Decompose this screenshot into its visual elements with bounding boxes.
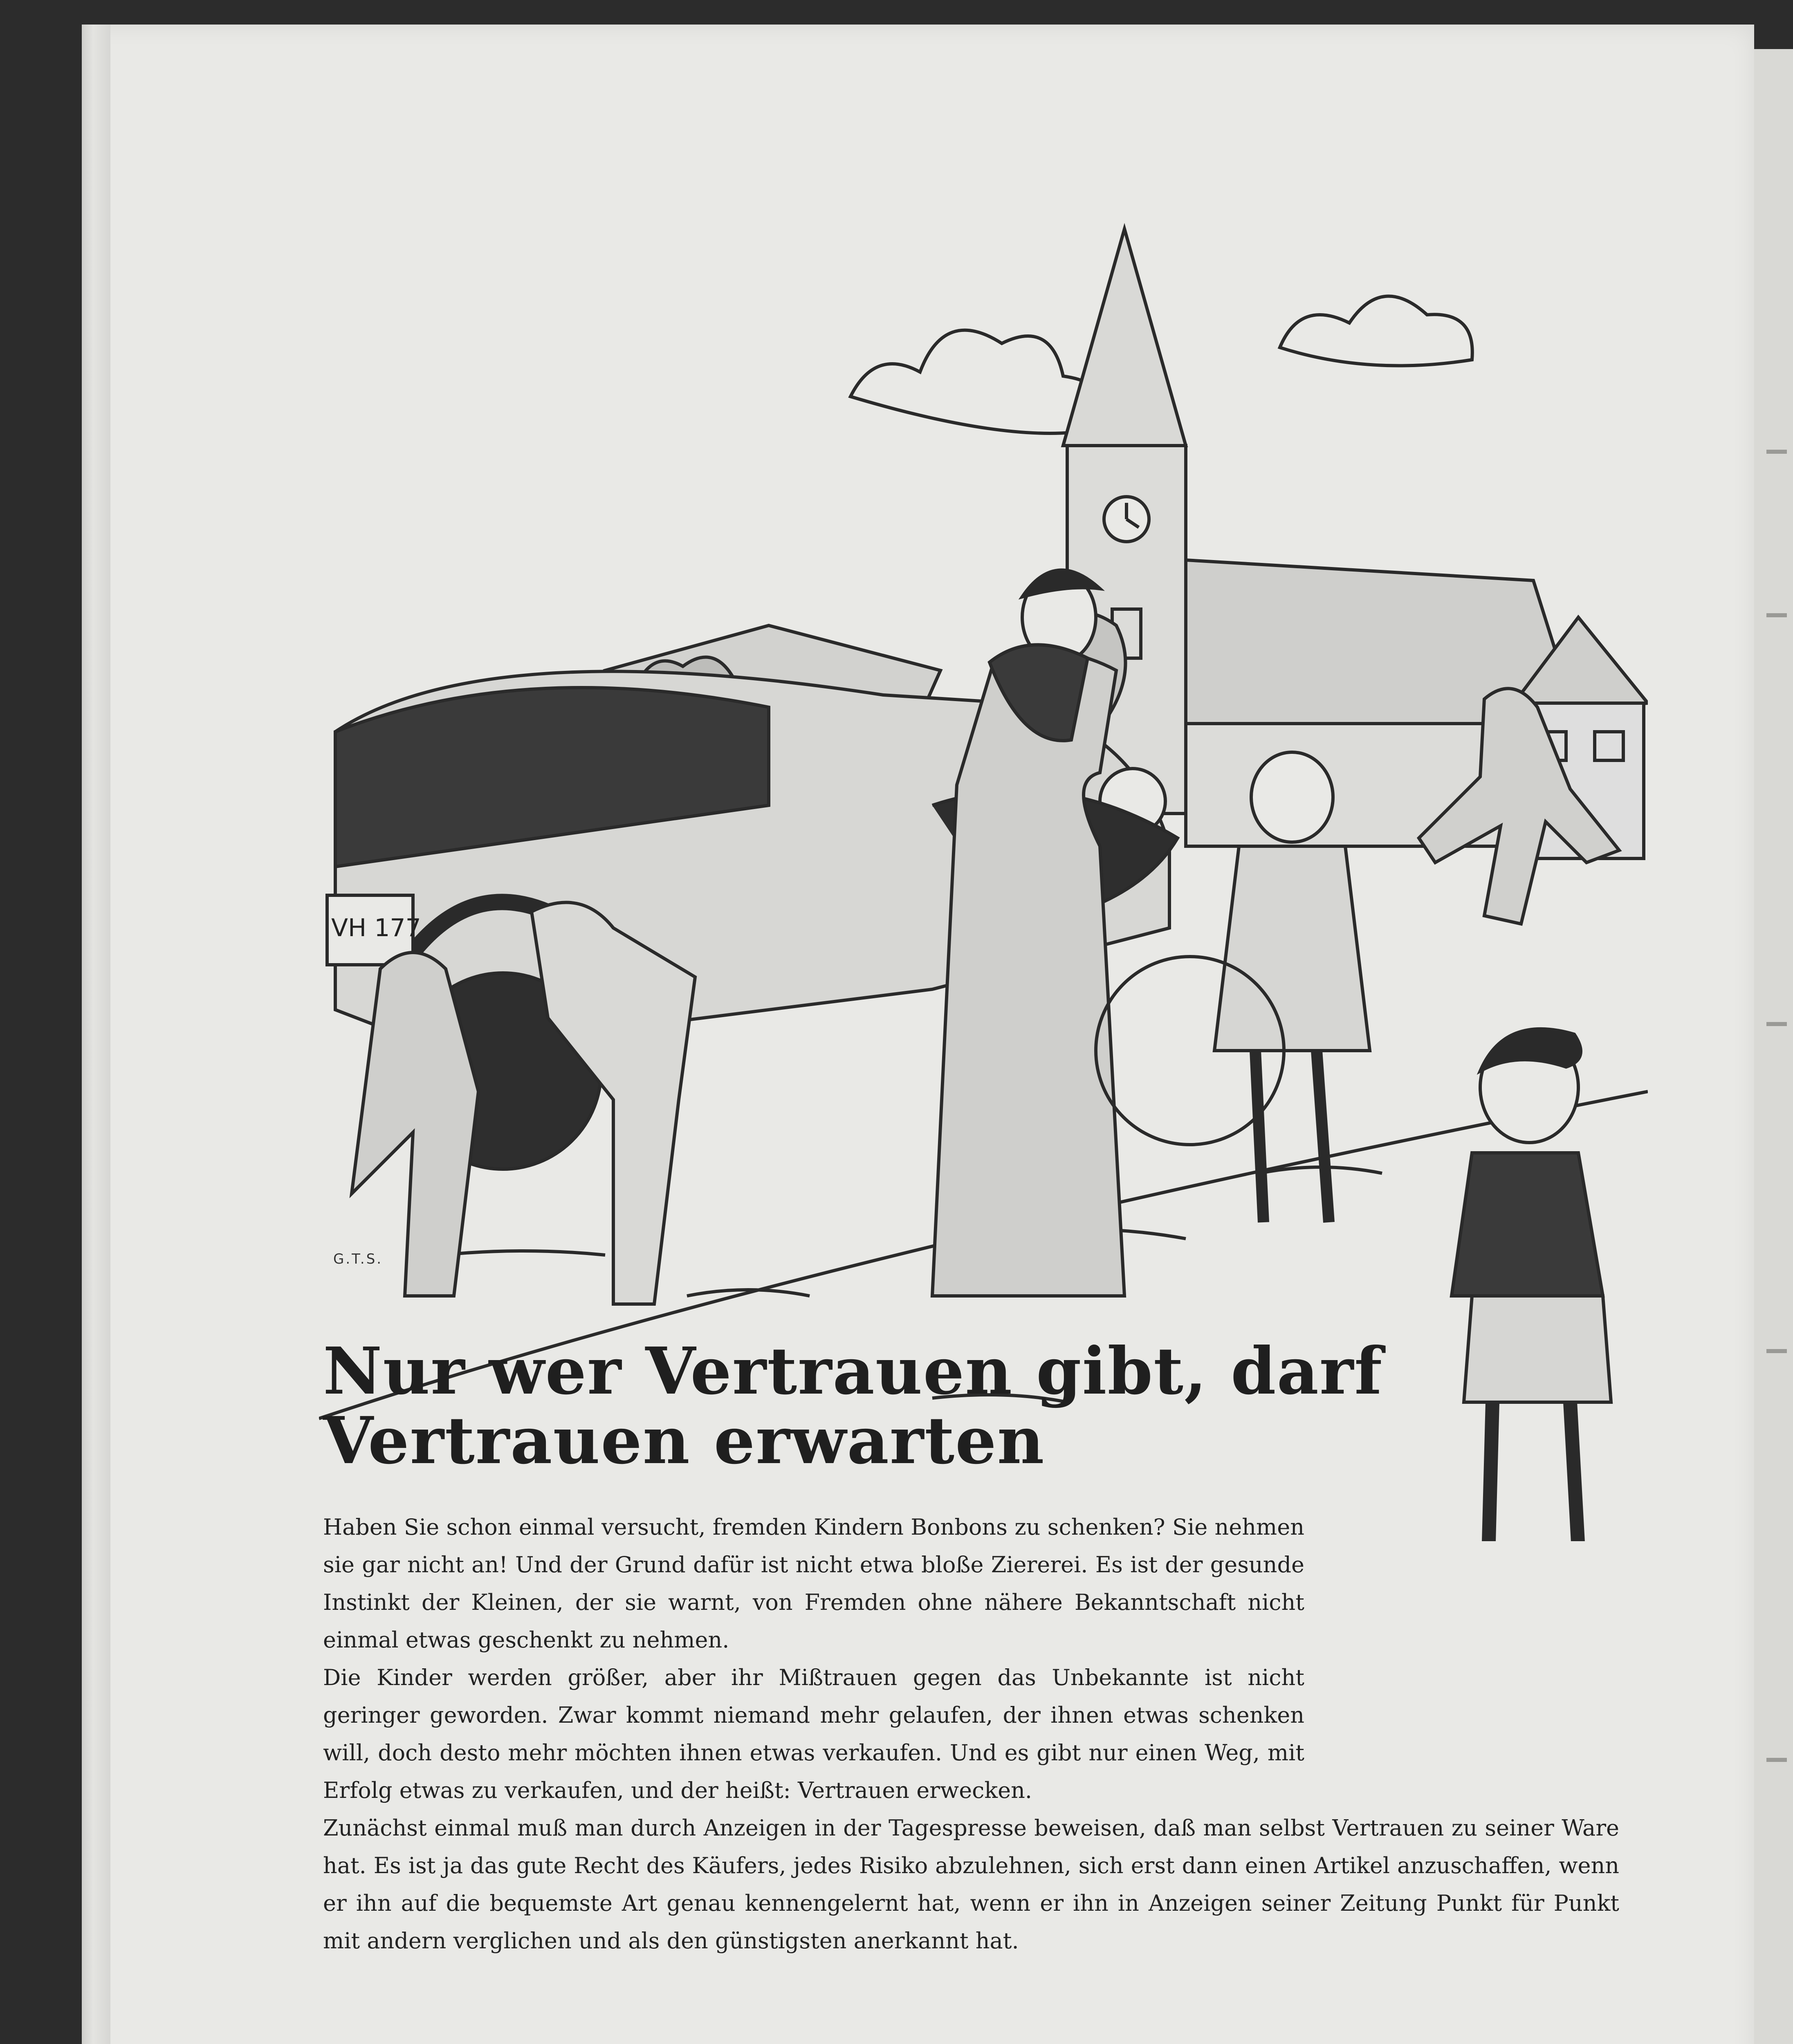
body-paragraph: Die Kinder werden größer, aber ihr Mißtrauen gegen das Unbekannte ist nicht geringer geworden. Zwar kommt niemand mehr gelaufen, der ihnen etwas schenken will, doch desto mehr möchten ihnen etwas verkaufen. Und es gibt nur einen Weg, mit Erfolg etwas zu verkaufen, und der heißt: Vertrauen erwecken. <box>323 1665 1304 1803</box>
cloud <box>850 330 1103 433</box>
girl-head <box>1251 752 1333 842</box>
boy-shirt <box>1452 1153 1603 1296</box>
license-plate-text: VH 177 <box>331 914 421 942</box>
adjacent-page-text-line <box>1766 450 1787 454</box>
girl-legs <box>1255 1051 1329 1222</box>
girl-dress <box>1214 846 1370 1051</box>
headline <box>323 1334 1386 1479</box>
ad-body-text <box>323 1508 1619 1960</box>
headline-line-1: Nur wer Vertrauen gibt, darf <box>323 1334 1383 1409</box>
adjacent-page-text-line <box>1766 1022 1787 1026</box>
boy-shorts <box>1464 1296 1611 1402</box>
adjacent-page-text-line <box>1766 613 1787 617</box>
adjacent-page-text-line <box>1766 1349 1787 1353</box>
adjacent-page-sliver <box>1754 49 1793 2044</box>
body-paragraph: Zunächst einmal muß man durch Anzeigen in der Tagespresse beweisen, daß man selbst Vertrauen zu seiner Ware hat. Es ist ja das gute Recht des Käufers, jedes Risiko abzulehnen, sich erst dann einen Artikel anzuschaffen, wenn er ihn auf die bequemste Art genau kennengelernt hat, wenn er ihn in Anzeigen seiner Zeitung Punkt für Punkt mit andern verglichen und als den günstigsten anerkannt hat. <box>323 1815 1619 1954</box>
body-paragraph: Haben Sie schon einmal versucht, fremden Kindern Bonbons zu schenken? Sie nehmen sie gar nicht an! Und der Grund dafür ist nicht etwa bloße Ziererei. Es ist der gesunde Instinkt der Kleinen, der sie warnt, von Fremden ohne nähere Bekanntschaft nicht einmal etwas geschenkt zu nehmen. <box>323 1514 1304 1653</box>
adjacent-page-text-line <box>1766 1758 1787 1762</box>
cloud <box>1280 296 1472 366</box>
artist-signature: G.T.S. <box>333 1251 383 1267</box>
headline-line-2: Vertrauen erwarten <box>323 1403 1045 1479</box>
church-tower <box>1063 229 1186 446</box>
page-stack-edge <box>82 25 110 2044</box>
